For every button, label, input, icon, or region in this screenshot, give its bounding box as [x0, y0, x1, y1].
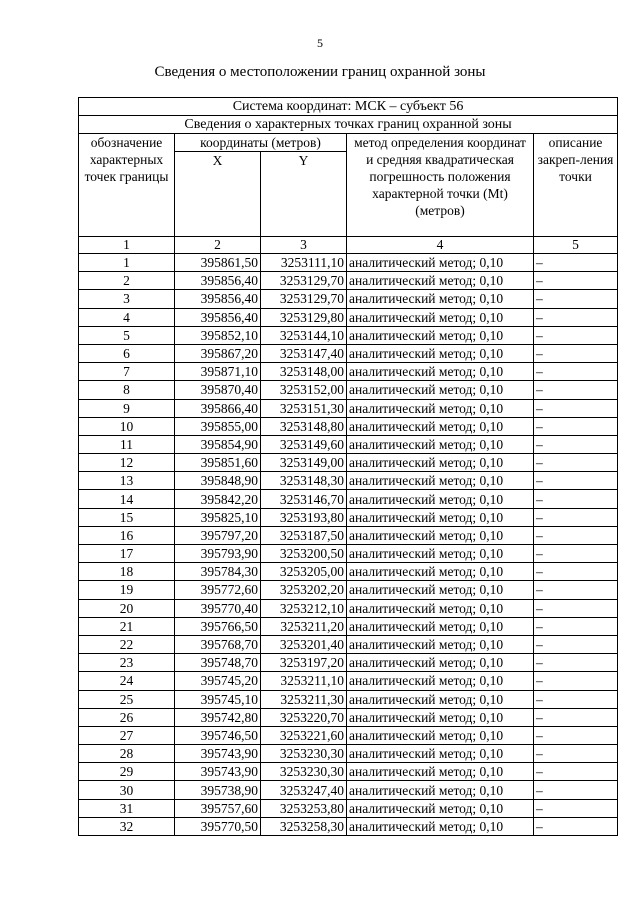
- y-header: Y: [261, 152, 347, 237]
- description-cell: –: [534, 617, 618, 635]
- method-cell: аналитический метод; 0,10: [347, 654, 534, 672]
- table-row: [79, 708, 618, 726]
- table-row: [79, 599, 618, 617]
- description-cell: –: [534, 781, 618, 799]
- coordinate-system-row: Система координат: МСК – субъект 56: [79, 98, 618, 116]
- point-number-cell: 15: [79, 508, 175, 526]
- method-cell: аналитический метод; 0,10: [347, 545, 534, 563]
- point-number-cell: 23: [79, 654, 175, 672]
- x-coordinate-cell: 395856,40: [175, 308, 261, 326]
- x-coordinate-cell: 395743,90: [175, 763, 261, 781]
- description-cell: –: [534, 654, 618, 672]
- point-number-cell: 8: [79, 381, 175, 399]
- x-coordinate-cell: 395745,10: [175, 690, 261, 708]
- description-cell: –: [534, 635, 618, 653]
- x-coordinate-cell: 395768,70: [175, 635, 261, 653]
- description-cell: –: [534, 290, 618, 308]
- point-number-cell: 11: [79, 435, 175, 453]
- method-cell: аналитический метод; 0,10: [347, 363, 534, 381]
- x-coordinate-cell: 395772,60: [175, 581, 261, 599]
- description-cell: –: [534, 799, 618, 817]
- point-number-cell: 17: [79, 545, 175, 563]
- x-header: X: [175, 152, 261, 237]
- y-coordinate-cell: 3253148,30: [261, 472, 347, 490]
- method-cell: аналитический метод; 0,10: [347, 745, 534, 763]
- table-row: [79, 435, 618, 453]
- description-cell: –: [534, 817, 618, 835]
- table-row: [79, 726, 618, 744]
- description-cell: –: [534, 381, 618, 399]
- y-coordinate-cell: 3253149,60: [261, 435, 347, 453]
- point-number-cell: 16: [79, 526, 175, 544]
- method-cell: аналитический метод; 0,10: [347, 308, 534, 326]
- column-number: 1: [79, 237, 175, 254]
- table-row: [79, 617, 618, 635]
- y-coordinate-cell: 3253205,00: [261, 563, 347, 581]
- table-row: [79, 344, 618, 362]
- description-cell: –: [534, 399, 618, 417]
- x-coordinate-cell: 395866,40: [175, 399, 261, 417]
- table-row: [79, 399, 618, 417]
- method-cell: аналитический метод; 0,10: [347, 290, 534, 308]
- y-coordinate-cell: 3253230,30: [261, 745, 347, 763]
- y-coordinate-cell: 3253212,10: [261, 599, 347, 617]
- y-coordinate-cell: 3253200,50: [261, 545, 347, 563]
- table-row: [79, 763, 618, 781]
- column-number: 4: [347, 237, 534, 254]
- point-number-cell: 19: [79, 581, 175, 599]
- x-coordinate-cell: 395852,10: [175, 326, 261, 344]
- description-cell: –: [534, 344, 618, 362]
- x-coordinate-cell: 395854,90: [175, 435, 261, 453]
- y-coordinate-cell: 3253247,40: [261, 781, 347, 799]
- method-cell: аналитический метод; 0,10: [347, 490, 534, 508]
- point-number-cell: 6: [79, 344, 175, 362]
- table-row: [79, 563, 618, 581]
- description-cell: –: [534, 763, 618, 781]
- method-cell: аналитический метод; 0,10: [347, 472, 534, 490]
- method-cell: аналитический метод; 0,10: [347, 563, 534, 581]
- point-number-cell: 13: [79, 472, 175, 490]
- method-cell: аналитический метод; 0,10: [347, 635, 534, 653]
- table-row: [79, 654, 618, 672]
- description-cell: –: [534, 454, 618, 472]
- points-info-row: Сведения о характерных точках границ охранной зоны: [79, 116, 618, 134]
- method-cell: аналитический метод; 0,10: [347, 726, 534, 744]
- table-row: [79, 581, 618, 599]
- y-coordinate-cell: 3253148,00: [261, 363, 347, 381]
- y-coordinate-cell: 3253202,20: [261, 581, 347, 599]
- y-coordinate-cell: 3253193,80: [261, 508, 347, 526]
- x-coordinate-cell: 395784,30: [175, 563, 261, 581]
- x-coordinate-cell: 395856,40: [175, 290, 261, 308]
- x-coordinate-cell: 395745,20: [175, 672, 261, 690]
- description-cell: –: [534, 708, 618, 726]
- table-row: [79, 690, 618, 708]
- description-cell: –: [534, 745, 618, 763]
- table-row: [79, 363, 618, 381]
- page-title: Сведения о местоположении границ охранной зоны: [154, 64, 486, 80]
- method-cell: аналитический метод; 0,10: [347, 817, 534, 835]
- table-row: [79, 254, 618, 272]
- y-coordinate-cell: 3253211,20: [261, 617, 347, 635]
- y-coordinate-cell: 3253151,30: [261, 399, 347, 417]
- table-row: [79, 781, 618, 799]
- method-cell: аналитический метод; 0,10: [347, 672, 534, 690]
- x-coordinate-cell: 395825,10: [175, 508, 261, 526]
- description-cell: –: [534, 508, 618, 526]
- coordinates-header: координаты (метров): [175, 134, 347, 152]
- x-coordinate-cell: 395748,70: [175, 654, 261, 672]
- table-row: [79, 308, 618, 326]
- x-coordinate-cell: 395851,60: [175, 454, 261, 472]
- description-cell: –: [534, 726, 618, 744]
- x-coordinate-cell: 395861,50: [175, 254, 261, 272]
- page-number: 5: [317, 36, 323, 50]
- point-number-cell: 26: [79, 708, 175, 726]
- y-coordinate-cell: 3253152,00: [261, 381, 347, 399]
- y-coordinate-cell: 3253197,20: [261, 654, 347, 672]
- x-coordinate-cell: 395770,40: [175, 599, 261, 617]
- x-coordinate-cell: 395797,20: [175, 526, 261, 544]
- table-row: [79, 672, 618, 690]
- description-cell: –: [534, 672, 618, 690]
- y-coordinate-cell: 3253220,70: [261, 708, 347, 726]
- y-coordinate-cell: 3253147,40: [261, 344, 347, 362]
- point-number-cell: 18: [79, 563, 175, 581]
- table-row: [79, 417, 618, 435]
- point-number-cell: 22: [79, 635, 175, 653]
- point-number-cell: 28: [79, 745, 175, 763]
- point-number-cell: 29: [79, 763, 175, 781]
- table-row: [79, 635, 618, 653]
- y-coordinate-cell: 3253211,30: [261, 690, 347, 708]
- table-row: [79, 799, 618, 817]
- table-row: [79, 472, 618, 490]
- description-cell: –: [534, 472, 618, 490]
- y-coordinate-cell: 3253129,70: [261, 272, 347, 290]
- method-cell: аналитический метод; 0,10: [347, 690, 534, 708]
- method-cell: аналитический метод; 0,10: [347, 381, 534, 399]
- point-number-cell: 5: [79, 326, 175, 344]
- y-coordinate-cell: 3253221,60: [261, 726, 347, 744]
- x-coordinate-cell: 395743,90: [175, 745, 261, 763]
- description-cell: –: [534, 526, 618, 544]
- table-row: [79, 290, 618, 308]
- description-cell: –: [534, 363, 618, 381]
- point-number-cell: 9: [79, 399, 175, 417]
- method-header: метод определения координат и средняя квадратическая погрешность положения характерной точки (Mt) (метров): [347, 134, 534, 237]
- description-cell: –: [534, 417, 618, 435]
- method-cell: аналитический метод; 0,10: [347, 581, 534, 599]
- point-number-cell: 1: [79, 254, 175, 272]
- point-number-cell: 3: [79, 290, 175, 308]
- x-coordinate-cell: 395848,90: [175, 472, 261, 490]
- method-cell: аналитический метод; 0,10: [347, 708, 534, 726]
- y-coordinate-cell: 3253253,80: [261, 799, 347, 817]
- point-number-cell: 25: [79, 690, 175, 708]
- y-coordinate-cell: 3253149,00: [261, 454, 347, 472]
- table-row: [79, 272, 618, 290]
- table-row: [79, 545, 618, 563]
- boundary-points-table: [78, 97, 618, 836]
- table-row: [79, 526, 618, 544]
- y-coordinate-cell: 3253111,10: [261, 254, 347, 272]
- x-coordinate-cell: 395867,20: [175, 344, 261, 362]
- method-cell: аналитический метод; 0,10: [347, 344, 534, 362]
- description-cell: –: [534, 490, 618, 508]
- method-cell: аналитический метод; 0,10: [347, 599, 534, 617]
- table-body: [79, 254, 618, 836]
- description-cell: –: [534, 545, 618, 563]
- point-number-cell: 32: [79, 817, 175, 835]
- x-coordinate-cell: 395855,00: [175, 417, 261, 435]
- point-number-cell: 2: [79, 272, 175, 290]
- table-row: [79, 745, 618, 763]
- description-cell: –: [534, 599, 618, 617]
- method-cell: аналитический метод; 0,10: [347, 454, 534, 472]
- column-number: 5: [534, 237, 618, 254]
- method-cell: аналитический метод; 0,10: [347, 417, 534, 435]
- y-coordinate-cell: 3253148,80: [261, 417, 347, 435]
- y-coordinate-cell: 3253129,70: [261, 290, 347, 308]
- method-cell: аналитический метод; 0,10: [347, 799, 534, 817]
- y-coordinate-cell: 3253146,70: [261, 490, 347, 508]
- x-coordinate-cell: 395842,20: [175, 490, 261, 508]
- description-cell: –: [534, 326, 618, 344]
- x-coordinate-cell: 395871,10: [175, 363, 261, 381]
- method-cell: аналитический метод; 0,10: [347, 254, 534, 272]
- description-cell: –: [534, 581, 618, 599]
- method-cell: аналитический метод; 0,10: [347, 781, 534, 799]
- x-coordinate-cell: 395870,40: [175, 381, 261, 399]
- description-cell: –: [534, 563, 618, 581]
- point-number-cell: 10: [79, 417, 175, 435]
- point-number-cell: 20: [79, 599, 175, 617]
- point-number-cell: 31: [79, 799, 175, 817]
- y-coordinate-cell: 3253230,30: [261, 763, 347, 781]
- method-cell: аналитический метод; 0,10: [347, 526, 534, 544]
- x-coordinate-cell: 395766,50: [175, 617, 261, 635]
- x-coordinate-cell: 395757,60: [175, 799, 261, 817]
- x-coordinate-cell: 395742,80: [175, 708, 261, 726]
- point-number-cell: 12: [79, 454, 175, 472]
- method-cell: аналитический метод; 0,10: [347, 326, 534, 344]
- method-cell: аналитический метод; 0,10: [347, 435, 534, 453]
- y-coordinate-cell: 3253187,50: [261, 526, 347, 544]
- designation-header: обозначение характерных точек границы: [79, 134, 175, 237]
- method-cell: аналитический метод; 0,10: [347, 763, 534, 781]
- point-number-cell: 24: [79, 672, 175, 690]
- column-number: 3: [261, 237, 347, 254]
- x-coordinate-cell: 395738,90: [175, 781, 261, 799]
- description-cell: –: [534, 690, 618, 708]
- table-row: [79, 454, 618, 472]
- table-row: [79, 817, 618, 835]
- x-coordinate-cell: 395793,90: [175, 545, 261, 563]
- point-number-cell: 27: [79, 726, 175, 744]
- description-header: описание закреп-ления точки: [534, 134, 618, 237]
- x-coordinate-cell: 395746,50: [175, 726, 261, 744]
- y-coordinate-cell: 3253129,80: [261, 308, 347, 326]
- method-cell: аналитический метод; 0,10: [347, 272, 534, 290]
- description-cell: –: [534, 254, 618, 272]
- point-number-cell: 30: [79, 781, 175, 799]
- column-number: 2: [175, 237, 261, 254]
- y-coordinate-cell: 3253258,30: [261, 817, 347, 835]
- y-coordinate-cell: 3253201,40: [261, 635, 347, 653]
- y-coordinate-cell: 3253144,10: [261, 326, 347, 344]
- table-row: [79, 381, 618, 399]
- point-number-cell: 14: [79, 490, 175, 508]
- table-row: [79, 490, 618, 508]
- point-number-cell: 7: [79, 363, 175, 381]
- y-coordinate-cell: 3253211,10: [261, 672, 347, 690]
- description-cell: –: [534, 435, 618, 453]
- method-cell: аналитический метод; 0,10: [347, 399, 534, 417]
- x-coordinate-cell: 395770,50: [175, 817, 261, 835]
- table-row: [79, 326, 618, 344]
- table-row: [79, 508, 618, 526]
- method-cell: аналитический метод; 0,10: [347, 617, 534, 635]
- point-number-cell: 21: [79, 617, 175, 635]
- method-cell: аналитический метод; 0,10: [347, 508, 534, 526]
- point-number-cell: 4: [79, 308, 175, 326]
- x-coordinate-cell: 395856,40: [175, 272, 261, 290]
- description-cell: –: [534, 308, 618, 326]
- description-cell: –: [534, 272, 618, 290]
